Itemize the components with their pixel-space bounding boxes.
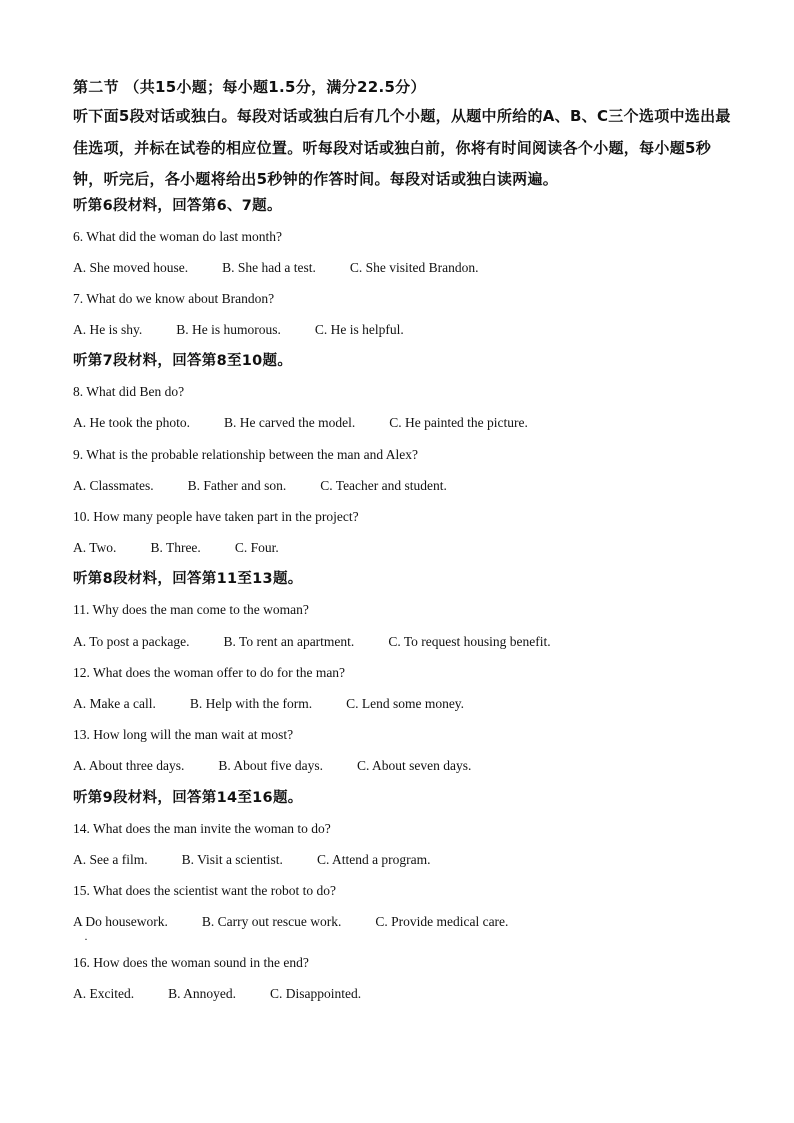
question-options (73, 320, 733, 351)
option-b[interactable]: B. He is humorous. (176, 322, 281, 338)
option-a[interactable]: A. See a film. (73, 851, 148, 867)
option-b[interactable]: B. Carry out rescue work. (201, 914, 342, 930)
option-a[interactable]: A. Make a call. (73, 695, 156, 711)
option-c[interactable]: C. Attend a program. (316, 851, 431, 867)
option-a[interactable]: A. Excited. (73, 986, 135, 1002)
question-options (73, 694, 733, 725)
section-instructions: 听下面5段对话或独白。每段对话或独白后有几个小题，从题中所给的A、B、C三个选项中选出最佳选项，并标在试卷的相应位置。听每段对话或独白前，你将有时间阅读各个小题，每小题5秒钟，听完后，各小题将给出5秒钟的作答时间。每段对话或独白读两遍。 (73, 107, 731, 188)
stray-dot-mark: · (84, 932, 88, 947)
option-a[interactable]: A Do housework. (73, 914, 168, 930)
question-options (73, 632, 733, 663)
exam-page (73, 76, 733, 1015)
option-a[interactable]: A. He is shy. (73, 322, 143, 338)
group-heading: 听第9段材料，回答第14至16题。 (73, 789, 303, 806)
option-a[interactable]: A. Classmates. (73, 477, 154, 493)
question-stem: 7. What do we know about Brandon? (73, 290, 275, 306)
question-options (73, 756, 733, 787)
option-b[interactable]: B. To rent an apartment. (223, 633, 355, 649)
question-options (73, 476, 733, 507)
option-c[interactable]: C. He is helpful. (314, 322, 404, 338)
option-a[interactable]: A. To post a package. (73, 633, 190, 649)
option-b[interactable]: B. Annoyed. (168, 986, 236, 1002)
question-options (73, 538, 733, 569)
option-a[interactable]: A. About three days. (73, 758, 185, 774)
question-stem: 11. Why does the man come to the woman? (73, 602, 309, 618)
question-stem: 10. How many people have taken part in the project? (73, 509, 359, 524)
question-stem: 14. What does the man invite the woman to do? (73, 820, 331, 836)
question-stem: 16. How does the woman sound in the end? (73, 955, 309, 971)
question-stem: 8. What did Ben do? (73, 384, 185, 400)
option-c[interactable]: C. She visited Brandon. (349, 259, 479, 275)
option-b[interactable]: B. About five days. (218, 758, 323, 774)
option-c[interactable]: C. Disappointed. (270, 986, 362, 1002)
option-a[interactable]: A. He took the photo. (73, 415, 190, 431)
option-c[interactable]: C. To request housing benefit. (388, 633, 551, 649)
group-heading: 听第7段材料，回答第8至10题。 (73, 353, 293, 370)
option-c[interactable]: C. Four. (234, 540, 279, 556)
question-options (73, 258, 733, 289)
group-heading: 听第6段材料，回答第6、7题。 (73, 197, 282, 214)
question-stem: 9. What is the probable relationship between the man and Alex? (73, 446, 419, 462)
section-title: 第二节 （共15小题；每小题1.5分，满分22.5分） (73, 78, 426, 96)
question-options (73, 984, 733, 1015)
option-c[interactable]: C. Provide medical care. (375, 914, 509, 930)
question-options (73, 850, 733, 881)
option-a[interactable]: A. Two. (73, 540, 117, 556)
option-c[interactable]: C. Teacher and student. (320, 477, 447, 493)
option-b[interactable]: B. Visit a scientist. (181, 851, 283, 867)
question-stem: 13. How long will the man wait at most? (73, 727, 294, 743)
option-c[interactable]: C. He painted the picture. (389, 415, 528, 431)
question-stem: 12. What does the woman offer to do for the man? (73, 664, 346, 680)
group-heading: 听第8段材料，回答第11至13题。 (73, 571, 303, 588)
question-stem: 6. What did the woman do last month? (73, 228, 282, 244)
option-a[interactable]: A. She moved house. (73, 259, 189, 275)
option-c[interactable]: C. Lend some money. (346, 695, 465, 711)
option-b[interactable]: B. Help with the form. (189, 695, 313, 711)
question-options (73, 912, 733, 953)
question-options (73, 413, 733, 444)
question-stem: 15. What does the scientist want the robot to do? (73, 882, 336, 898)
option-b[interactable]: B. Three. (150, 540, 201, 556)
option-b[interactable]: B. She had a test. (222, 259, 316, 275)
option-b[interactable]: B. Father and son. (187, 477, 287, 493)
option-c[interactable]: C. About seven days. (356, 758, 472, 774)
option-b[interactable]: B. He carved the model. (224, 415, 356, 431)
